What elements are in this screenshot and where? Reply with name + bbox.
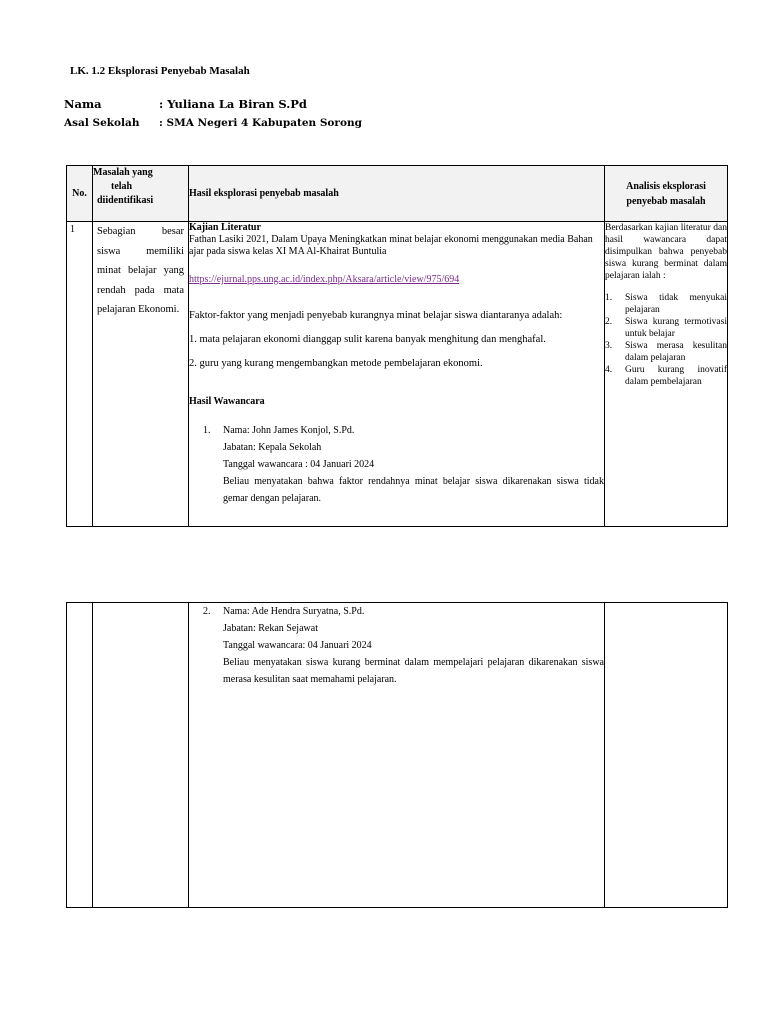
- school-row: [64, 117, 362, 129]
- name-label: Nama: [64, 97, 102, 111]
- interview-number: 2.: [203, 606, 211, 617]
- table-row: [67, 222, 728, 527]
- header-masalah: [93, 166, 189, 222]
- exploration-table-continued: [66, 602, 728, 908]
- interview-nama: Nama: Ade Hendra Suryatna, S.Pd.: [223, 606, 365, 617]
- header-analisis: Analisis eksplorasi penyebab masalah: [605, 166, 728, 222]
- interview-statement: Beliau menyatakan bahwa faktor rendahnya minat belajar siswa dikarenakan siswa tidak gemar dengan pelajaran.: [223, 476, 604, 504]
- interview-2: [203, 603, 604, 688]
- header-masalah-line3: diidentifikasi: [97, 195, 154, 206]
- analisis-intro: Berdasarkan kajian literatur dan hasil wawancara dapat disimpulkan bahwa penyebab siswa kurang berminat dalam pelajaran ialah :: [605, 223, 727, 281]
- kajian-literatur-text: Fathan Lasiki 2021, Dalam Upaya Meningkatkan minat belajar ekonomi menggunakan media Bahan ajar pada siswa kelas XI MA Al-Khairat Buntulia: [189, 234, 593, 257]
- masalah-cell-empty: [93, 603, 189, 908]
- analisis-list: [605, 292, 727, 388]
- interview-tanggal: Tanggal wawancara : 04 Januari 2024: [223, 459, 375, 470]
- interview-jabatan: Jabatan: Rekan Sejawat: [223, 623, 318, 634]
- row-number: 1: [67, 222, 93, 527]
- hasil-cell: [189, 222, 605, 527]
- school-value: : SMA Negeri 4 Kabupaten Sorong: [159, 117, 362, 129]
- faktor-intro: Faktor-faktor yang menjadi penyebab kurangnya minat belajar siswa diantaranya adalah:: [189, 310, 563, 321]
- interview-number: 1.: [203, 425, 211, 436]
- header-no: No.: [67, 166, 93, 222]
- row-number-empty: [67, 603, 93, 908]
- list-item: 3. Siswa merasa kesulitan dalam pelajaran: [605, 341, 727, 363]
- list-item: 4. Guru kurang inovatif dalam pembelajaran: [605, 365, 727, 387]
- journal-link[interactable]: https://ejurnal.pps.ung.ac.id/index.php/Aksara/article/view/975/694: [189, 274, 460, 285]
- header-hasil: Hasil eksplorasi penyebab masalah: [189, 166, 605, 222]
- interview-1: [203, 422, 604, 507]
- school-label: Asal Sekolah: [64, 117, 140, 129]
- table-row: [67, 603, 728, 908]
- table-header-row: [67, 166, 728, 222]
- name-value: : Yuliana La Biran S.Pd: [159, 97, 307, 111]
- list-item: 2. Siswa kurang termotivasi untuk belajar: [605, 317, 727, 339]
- header-masalah-line2: telah: [111, 181, 133, 192]
- hasil-cell: [189, 603, 605, 908]
- faktor-item-1: 1. mata pelajaran ekonomi dianggap sulit karena banyak menghitung dan menghafal.: [189, 334, 546, 345]
- analisis-cell-empty: [605, 603, 728, 908]
- hasil-wawancara-title: Hasil Wawancara: [189, 396, 265, 407]
- masalah-cell: Sebagian besar siswa memiliki minat belajar yang rendah pada mata pelajaran Ekonomi.: [93, 222, 189, 527]
- document-title: LK. 1.2 Eksplorasi Penyebab Masalah: [70, 65, 250, 77]
- interview-tanggal: Tanggal wawancara: 04 Januari 2024: [223, 640, 372, 651]
- name-row: [64, 97, 307, 111]
- exploration-table: [66, 165, 728, 527]
- interview-jabatan: Jabatan: Kepala Sekolah: [223, 442, 322, 453]
- header-masalah-line1: Masalah yang: [93, 167, 153, 178]
- list-item: 1. Siswa tidak menyukai pelajaran: [605, 293, 727, 315]
- interview-statement: Beliau menyatakan siswa kurang berminat dalam mempelajari pelajaran dikarenakan siswa merasa kesulitan saat memahami pelajaran.: [223, 657, 604, 685]
- kajian-literatur-title: Kajian Literatur: [189, 222, 261, 233]
- interview-nama: Nama: John James Konjol, S.Pd.: [223, 425, 355, 436]
- analisis-cell: [605, 222, 728, 527]
- faktor-item-2: 2. guru yang kurang mengembangkan metode pembelajaran ekonomi.: [189, 358, 483, 369]
